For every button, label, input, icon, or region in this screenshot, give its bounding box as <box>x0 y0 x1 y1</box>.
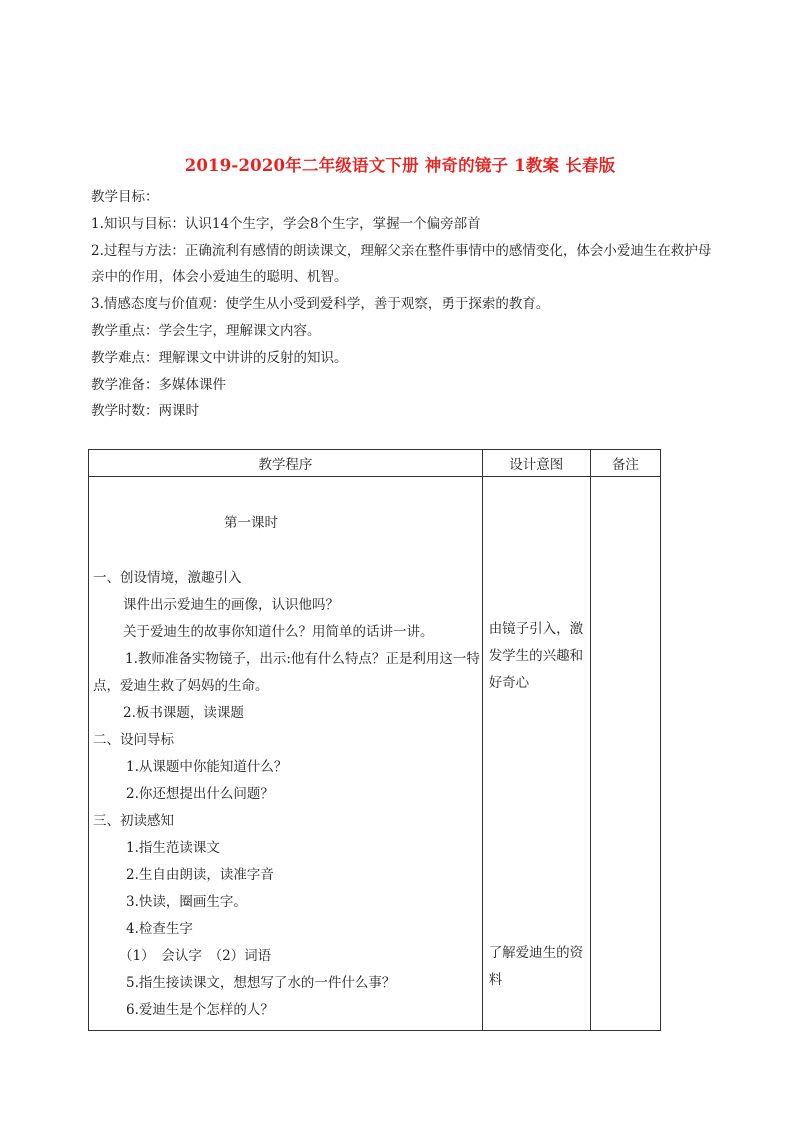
teaching-overview <box>91 184 721 425</box>
procedure-line: 1.从课题中你能知道什么？ <box>126 759 288 775</box>
procedure-line: 2.生自由朗读，读准字音 <box>126 867 274 883</box>
teaching-goals-heading: 教学目标： <box>91 189 159 205</box>
header-design-intent: 设计意图 <box>482 450 590 477</box>
intent-note: 了解爱迪生的资料 <box>488 945 584 988</box>
procedure-line: 6.爱迪生是个怎样的人？ <box>126 1002 274 1018</box>
remarks-cell <box>590 477 660 1031</box>
teaching-key-points: 教学重点：学会生字，理解课文内容。 <box>91 322 321 339</box>
lesson-plan-table <box>88 449 661 1031</box>
procedure-line: 3.快读，圈画生字。 <box>126 894 247 910</box>
teaching-hours: 教学时数：两课时 <box>91 403 199 420</box>
goal-process: 2.过程与方法：正确流利有感情的朗读课文，理解父亲在整件事情中的感情变化，体会小爱迪生在救护母亲中的作用，体会小爱迪生的聪明、机智。 <box>91 242 712 286</box>
goal-attitude: 3.情感态度与价值观：使学生从小受到爱科学，善于观察，勇于探索的教育。 <box>91 296 550 313</box>
procedure-line: 5.指生接读课文，想想写了水的一件什么事？ <box>126 975 396 991</box>
teaching-preparation: 教学准备：多媒体课件 <box>91 376 226 393</box>
procedure-line: 关于爱迪生的故事你知道什么？用简单的话讲一讲。 <box>123 624 434 640</box>
lesson-label: 第一课时 <box>224 515 278 531</box>
header-procedure: 教学程序 <box>89 450 483 477</box>
procedure-line: 二、设问导标 <box>93 732 174 748</box>
procedure-line: 2.板书课题，读课题 <box>123 705 244 721</box>
procedure-line: 课件出示爱迪生的画像，认识他吗？ <box>123 597 339 613</box>
procedure-line: 4.检查生字 <box>126 921 193 937</box>
procedure-line: 一、创设情境，激趣引入 <box>93 570 242 586</box>
procedure-line: 1.指生范读课文 <box>126 840 220 856</box>
header-remarks: 备注 <box>590 450 660 477</box>
design-intent-cell <box>482 477 590 1031</box>
intent-note: 由镜子引入，激发学生的兴趣和好奇心 <box>488 621 584 691</box>
document-title: 2019-2020年二年级语文下册 神奇的镜子 1教案 长春版 <box>184 156 616 175</box>
table-header-row <box>89 450 661 477</box>
procedure-line: 1.教师准备实物镜子，出示:他有什么特点？正是利用这一特点，爱迪生救了妈妈的生命。 <box>93 651 480 694</box>
teaching-difficulties: 教学难点：理解课文中讲讲的反射的知识。 <box>91 349 348 366</box>
procedure-cell <box>89 477 483 1031</box>
goal-knowledge: 1.知识与目标：认识14个生字，学会8个生字，掌握一个偏旁部首 <box>91 215 481 232</box>
procedure-line: （1） 会认字 （2）词语 <box>119 948 272 964</box>
table-body-row <box>89 477 661 1031</box>
procedure-line: 2.你还想提出什么问题？ <box>126 786 274 802</box>
procedure-line: 三、初读感知 <box>93 813 174 829</box>
